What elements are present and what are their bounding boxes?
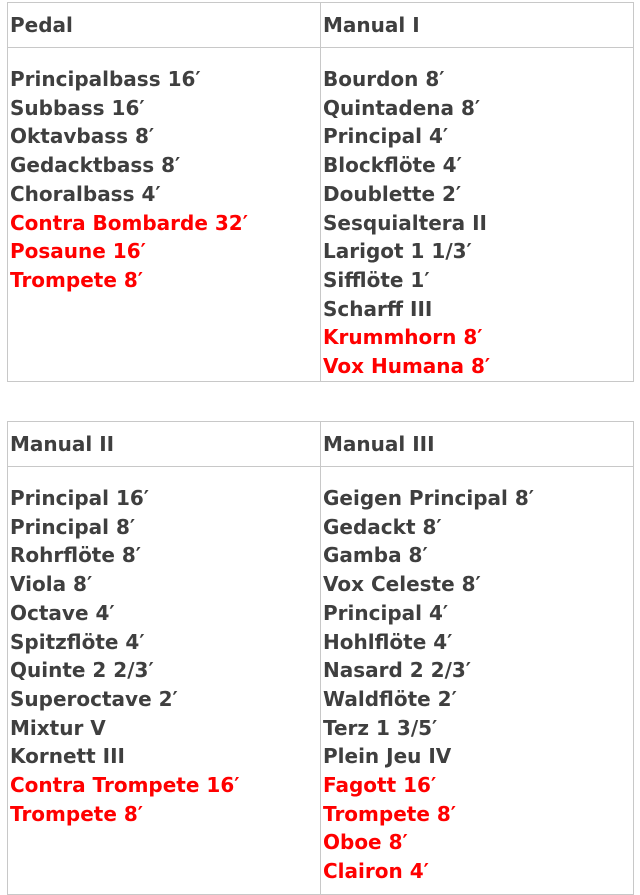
stop-item: Terz 1 3/5′ (323, 715, 438, 740)
stop-list-pedal (8, 48, 321, 382)
stop-item: Spitzflöte 4′ (10, 629, 145, 654)
stop-item: Vox Celeste 8′ (323, 572, 481, 597)
division-header-manual-iii: Manual III (321, 422, 634, 467)
stop-item: Plein Jeu IV (323, 744, 452, 769)
stop-item: Geigen Principal 8′ (323, 486, 535, 510)
reed-stop-item: Krummhorn 8′ (323, 325, 483, 350)
stop-item: Blockflöte 4′ (323, 153, 462, 178)
reed-stop-item: Vox Humana 8′ (323, 354, 491, 379)
stop-item: Quintadena 8′ (323, 95, 481, 120)
stop-item: Gamba 8′ (323, 543, 428, 568)
stop-item: Sesquialtera II (323, 210, 487, 235)
stop-item: Sifflöte 1′ (323, 267, 430, 292)
reed-stop-item: Clairon 4′ (323, 859, 429, 884)
reed-stop-item: Contra Bombarde 32′ (10, 210, 248, 235)
stop-item: Bourdon 8′ (323, 67, 445, 91)
division-header-manual-ii: Manual II (8, 422, 321, 467)
stop-item: Subbass 16′ (10, 95, 145, 120)
reed-stop-item: Posaune 16′ (10, 239, 146, 264)
stop-item: Larigot 1 1/3′ (323, 239, 472, 264)
stop-item: Principalbass 16′ (10, 67, 201, 91)
stop-item: Viola 8′ (10, 572, 93, 597)
stop-item: Principal 16′ (10, 486, 150, 510)
stop-item: Scharff III (323, 296, 433, 321)
stop-item: Kornett III (10, 744, 125, 769)
stop-item: Gedacktbass 8′ (10, 153, 181, 178)
registration-table-upper (7, 2, 634, 382)
division-header-manual-i: Manual I (321, 3, 634, 48)
division-header-pedal: Pedal (8, 3, 321, 48)
registration-table-lower (7, 421, 634, 895)
stop-item: Mixtur V (10, 715, 106, 740)
reed-stop-item: Contra Trompete 16′ (10, 773, 240, 798)
stop-item: Principal 4′ (323, 124, 449, 149)
stop-item: Principal 4′ (323, 600, 449, 625)
stop-item: Rohrflöte 8′ (10, 543, 142, 568)
stop-item: Octave 4′ (10, 600, 115, 625)
reed-stop-item: Oboe 8′ (323, 830, 408, 855)
stop-item: Quinte 2 2/3′ (10, 658, 154, 683)
stop-list-manual-iii (321, 467, 634, 895)
stop-item: Nasard 2 2/3′ (323, 658, 472, 683)
stop-item: Choralbass 4′ (10, 181, 161, 206)
stop-list-manual-i (321, 48, 634, 382)
reed-stop-item: Trompete 8′ (323, 801, 457, 826)
stop-item: Waldflöte 2′ (323, 686, 457, 711)
stop-list-manual-ii (8, 467, 321, 895)
stop-item: Principal 8′ (10, 514, 136, 539)
reed-stop-item: Trompete 8′ (10, 267, 144, 292)
stop-item: Doublette 2′ (323, 181, 462, 206)
stop-item: Hohlflöte 4′ (323, 629, 453, 654)
stop-item: Oktavbass 8′ (10, 124, 155, 149)
reed-stop-item: Fagott 16′ (323, 773, 437, 798)
reed-stop-item: Trompete 8′ (10, 801, 144, 826)
stop-item: Superoctave 2′ (10, 686, 178, 711)
stop-item: Gedackt 8′ (323, 514, 442, 539)
